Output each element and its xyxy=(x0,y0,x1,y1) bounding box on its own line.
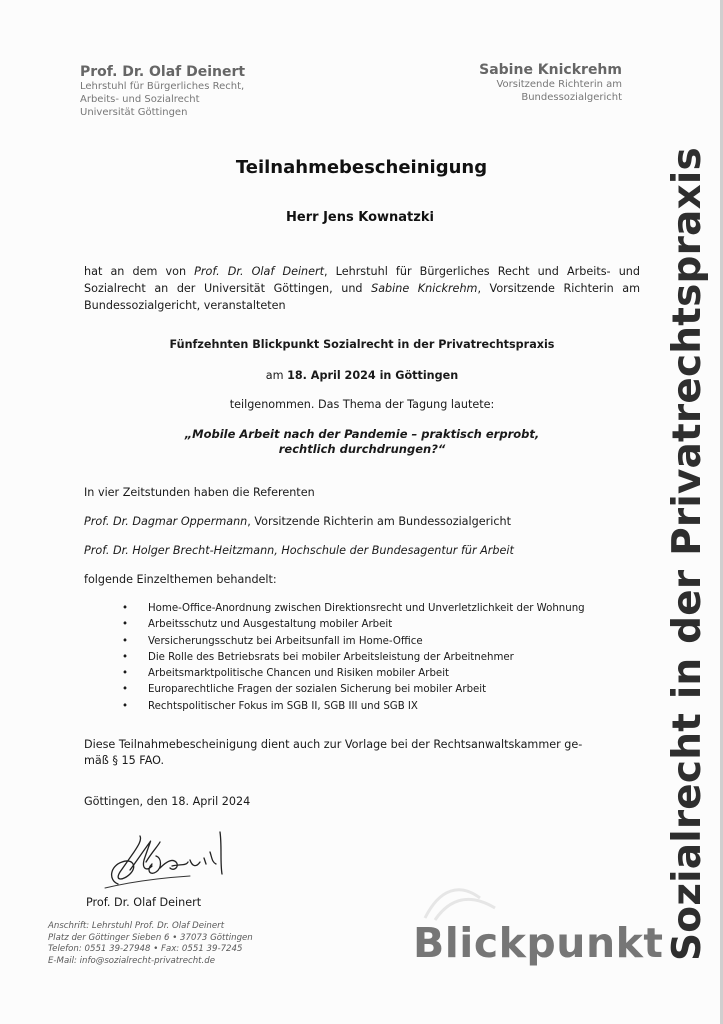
topics-list xyxy=(118,601,585,715)
header-right-name: Sabine Knickrehm xyxy=(479,62,622,78)
theme-line: rechtlich durchdrungen?“ xyxy=(278,442,446,456)
header-right-line: Vorsitzende Richterin am xyxy=(496,79,622,90)
topic-text: Rechtspolitischer Fokus im SGB II, SGB III und SGB IX xyxy=(148,700,418,712)
document-title: Teilnahmebescheinigung xyxy=(235,157,488,178)
closing-line: Diese Teilnahmebescheinigung dient auch zur Vorlage bei der Rechtsanwaltskammer ge- xyxy=(84,738,583,751)
list-item xyxy=(118,666,585,682)
header-left-line: Universität Göttingen xyxy=(80,107,188,118)
speaker-1-name: Prof. Dr. Dagmar Oppermann xyxy=(84,515,248,528)
address-line: Platz der Göttinger Sieben 6 • 37073 Göttingen xyxy=(48,932,253,943)
speaker-2: Prof. Dr. Holger Brecht-Heitzmann, Hochschule der Bundesagentur für Arbeit xyxy=(84,544,514,557)
speaker-1 xyxy=(84,515,644,528)
header-left-line: Lehrstuhl für Bürgerliches Recht, xyxy=(80,81,245,92)
list-item xyxy=(118,650,585,666)
topic-text: Arbeitsschutz und Ausgestaltung mobiler Arbeit xyxy=(148,619,393,631)
event-date xyxy=(84,369,640,382)
list-item xyxy=(118,634,585,650)
header-left-line: Arbeits- und Sozialrecht xyxy=(80,94,200,105)
speakers-intro: In vier Zeitstunden haben die Referenten xyxy=(84,486,315,499)
intro-paragraph xyxy=(84,263,640,314)
footer-address xyxy=(48,921,253,967)
header-left xyxy=(80,64,245,119)
topic-text: Home-Office-Anordnung zwischen Direktionsrecht und Unverletzlichkeit der Wohnung xyxy=(148,603,585,614)
logo-blickpunkt: Blickpunkt xyxy=(413,919,664,967)
logo-vertical-title: Sozialrecht in der Privatrechtspraxis xyxy=(665,147,710,961)
header-left-name: Prof. Dr. Olaf Deinert xyxy=(80,64,246,80)
address-line: Anschrift: Lehrstuhl Prof. Dr. Olaf Deinert xyxy=(48,921,225,931)
list-item xyxy=(118,682,585,698)
bullet-icon: • xyxy=(122,700,129,712)
list-item xyxy=(118,617,585,633)
header-right-line: Bundessozialgericht xyxy=(521,92,622,103)
intro-text: hat an dem von xyxy=(84,265,195,278)
header-right xyxy=(479,62,622,104)
closing-line: mäß § 15 FAO. xyxy=(84,754,165,767)
event-date-prefix: am xyxy=(265,369,288,382)
topics-intro: folgende Einzelthemen behandelt: xyxy=(84,573,277,586)
logo-watermark xyxy=(420,878,500,923)
bullet-icon: • xyxy=(122,603,129,614)
topic-text: Die Rolle des Betriebsrats bei mobiler Arbeitsleistung der Arbeitnehmer xyxy=(148,651,514,663)
topic-text: Versicherungsschutz bei Arbeitsunfall im Home-Office xyxy=(148,635,423,647)
closing-paragraph xyxy=(84,737,640,769)
list-item xyxy=(118,601,585,617)
signer-name: Prof. Dr. Olaf Deinert xyxy=(86,896,202,909)
participated-text: teilgenommen. Das Thema der Tagung lautete: xyxy=(229,398,495,411)
theme-line: „Mobile Arbeit nach der Pandemie – praktisch erprobt, xyxy=(184,427,540,441)
intro-text: , Lehrstuhl für Bürgerliches Recht und Arbeits- und Sozialrecht an der Universität Göttingen, und xyxy=(84,265,640,295)
organizer-name: Prof. Dr. Olaf Deinert xyxy=(194,265,325,278)
recipient-name: Herr Jens Kownatzki xyxy=(286,210,434,225)
bullet-icon: • xyxy=(122,651,129,663)
bullet-icon: • xyxy=(122,668,129,680)
intro-text: , Vorsitzende Richterin am Bundessozialgericht, veranstalteten xyxy=(84,282,640,312)
bullet-icon: • xyxy=(122,619,129,631)
organizer-name: Sabine Knickrehm xyxy=(371,282,478,295)
list-item xyxy=(118,699,585,715)
bullet-icon: • xyxy=(122,684,129,696)
speaker-1-role: , Vorsitzende Richterin am Bundessozialgericht xyxy=(247,515,511,528)
signature-image xyxy=(100,822,240,897)
topic-text: Arbeitsmarktpolitische Chancen und Risiken mobiler Arbeit xyxy=(148,668,450,680)
topic-text: Europarechtliche Fragen der sozialen Sicherung bei mobiler Arbeit xyxy=(148,684,487,696)
event-theme xyxy=(84,427,640,457)
bullet-icon: • xyxy=(122,635,129,647)
address-line: Telefon: 0551 39-27948 • Fax: 0551 39-7245 xyxy=(48,944,243,954)
event-date-value: 18. April 2024 in Göttingen xyxy=(287,369,459,382)
event-name: Fünfzehnten Blickpunkt Sozialrecht in der Privatrechtspraxis xyxy=(169,338,555,351)
address-line: E-Mail: info@sozialrecht-privatrecht.de xyxy=(48,955,216,966)
place-date: Göttingen, den 18. April 2024 xyxy=(84,795,251,808)
